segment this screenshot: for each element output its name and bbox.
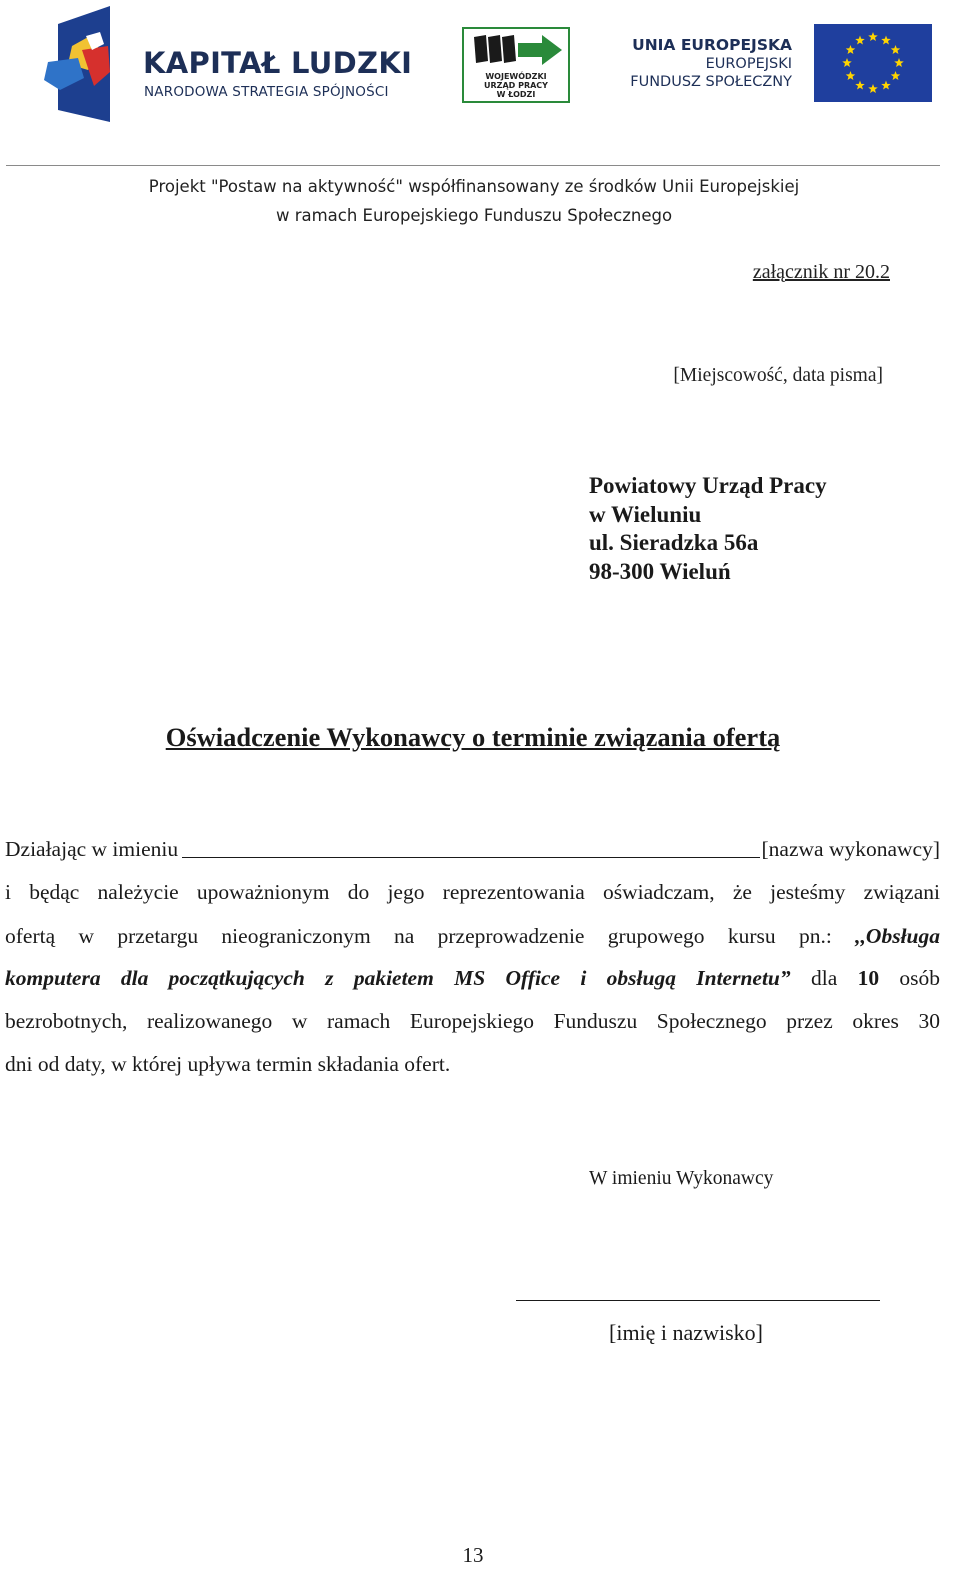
contractor-name-label: [nazwa wykonawcy] [761,837,940,861]
eu-star-icon [868,84,878,93]
contractor-name-blank[interactable] [182,839,759,858]
body-line-3 [5,924,940,949]
eu-flag-icon [814,24,932,102]
document-title: Oświadczenie Wykonawcy o terminie związania ofertą [165,722,781,752]
eu-logo [632,24,932,102]
course-name-start: ,,Obsługa [855,924,940,948]
eu-star-icon [842,58,852,67]
eu-logo-line2: EUROPEJSKI [705,56,792,72]
course-name: komputera dla początkujących z pakietem MS Office i obsługą Internetu” [5,966,791,990]
header-divider [6,165,940,166]
project-line-2: w ramach Europejskiego Funduszu Społecznego [275,206,673,225]
wup-logo [462,27,570,103]
eu-logo-line3: FUNDUSZ SPOŁECZNY [630,74,792,90]
eu-stars-icon [814,24,932,102]
wup-arrow-icon [464,31,568,71]
eu-star-icon [891,45,901,54]
place-date-placeholder: [Miejscowość, data pisma] [673,365,883,386]
signature-line[interactable] [516,1300,880,1301]
body-line-6: dni od daty, w której upływa termin składania ofert. [5,1052,451,1076]
wup-label [464,72,568,99]
body-line-5: bezrobotnych, realizowanego w ramach Europejskiego Funduszu Społecznego przez okres 30 [5,1009,940,1033]
page-number: 13 [462,1543,484,1567]
body-line-4-end: osób [879,966,940,990]
eu-star-icon [846,45,856,54]
body-line-4 [5,966,940,991]
wup-line3: W ŁODZI [496,90,536,99]
eu-star-icon [868,32,878,41]
on-behalf-label: W imieniu Wykonawcy [589,1168,774,1189]
body-line-2: i będąc należycie upoważnionym do jego reprezentowania oświadczam, że jesteśmy związani [5,880,940,904]
eu-logo-line1: UNIA EUROPEJSKA [632,36,792,54]
eu-star-icon [855,81,865,90]
kapital-ludzki-subtitle: NARODOWA STRATEGIA SPÓJNOŚCI [144,84,389,100]
wup-line1: WOJEWÓDZKI [485,72,547,81]
project-line-1: Projekt "Postaw na aktywność" współfinansowany ze środków Unii Europejskiej [148,177,800,196]
kapital-ludzki-title: KAPITAŁ LUDZKI [143,46,413,80]
acting-on-behalf-text: Działając w imieniu [5,837,179,861]
recipient-postal: 98-300 Wieluń [589,559,731,584]
recipient-city-line: w Wieluniu [589,502,702,527]
wup-line2: URZĄD PRACY [484,81,548,90]
body-line-1 [5,837,940,862]
eu-star-icon [894,58,904,67]
kapital-ludzki-logo [38,6,413,128]
recipient-street: ul. Sieradzka 56a [589,530,759,555]
recipient-name: Powiatowy Urząd Pracy [589,473,827,498]
eu-star-icon [891,71,901,80]
participants-count: 10 [857,966,880,990]
kapital-ludzki-emblem-icon [38,6,148,128]
annex-number: załącznik nr 20.2 [752,261,890,283]
eu-star-icon [846,71,856,80]
eu-star-icon [881,81,891,90]
signature-name-placeholder: [imię i nazwisko] [609,1320,763,1345]
body-line-4-text: dla [790,966,858,990]
eu-star-icon [855,35,865,44]
body-line-3-text: ofertą w przetargu nieograniczonym na przeprowadzenie grupowego kursu pn.: [5,924,856,948]
eu-star-icon [881,35,891,44]
